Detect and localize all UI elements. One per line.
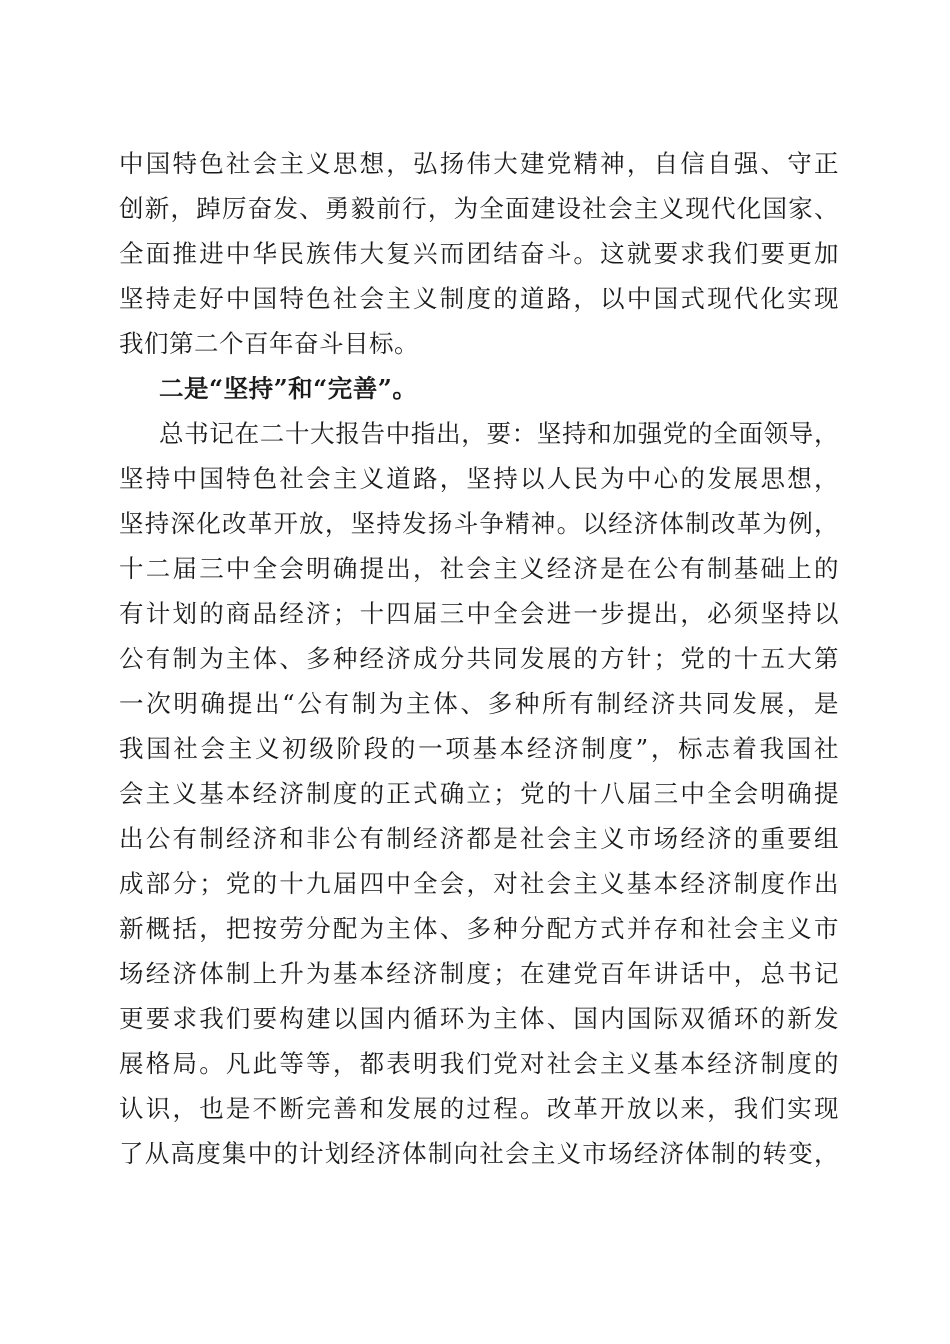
text-line: 坚持中国特色社会主义道路，坚持以人民为中心的发展思想， bbox=[119, 464, 839, 493]
text-line: 展格局。凡此等等，都表明我们党对社会主义基本经济制度的 bbox=[119, 1049, 839, 1078]
text-line: 更要求我们要构建以国内循环为主体、国内国际双循环的新发 bbox=[119, 1004, 839, 1033]
section-heading: 二是“坚持”和“完善”。 bbox=[159, 374, 418, 403]
document-body bbox=[119, 141, 839, 1176]
text-line: 成部分；党的十九届四中全会，对社会主义基本经济制度作出 bbox=[119, 869, 839, 898]
text-line: 十二届三中全会明确提出，社会主义经济是在公有制基础上的 bbox=[119, 554, 839, 583]
text-line: 一次明确提出“公有制为主体、多种所有制经济共同发展，是 bbox=[119, 689, 839, 718]
text-line: 认识，也是不断完善和发展的过程。改革开放以来，我们实现 bbox=[119, 1094, 839, 1123]
text-line: 我国社会主义初级阶段的一项基本经济制度”，标志着我国社 bbox=[119, 734, 839, 763]
text-line: 坚持深化改革开放，坚持发扬斗争精神。以经济体制改革为例， bbox=[119, 509, 839, 538]
text-line: 总书记在二十大报告中指出，要：坚持和加强党的全面领导， bbox=[159, 419, 839, 448]
text-line: 有计划的商品经济；十四届三中全会进一步提出，必须坚持以 bbox=[119, 599, 839, 628]
text-line: 坚持走好中国特色社会主义制度的道路，以中国式现代化实现 bbox=[119, 284, 839, 313]
text-line: 出公有制经济和非公有制经济都是社会主义市场经济的重要组 bbox=[119, 824, 839, 853]
text-line: 了从高度集中的计划经济体制向社会主义市场经济体制的转变， bbox=[119, 1139, 839, 1168]
text-line: 创新，踔厉奋发、勇毅前行，为全面建设社会主义现代化国家、 bbox=[119, 194, 839, 223]
text-line: 全面推进中华民族伟大复兴而团结奋斗。这就要求我们要更加 bbox=[119, 239, 839, 268]
text-line: 场经济体制上升为基本经济制度；在建党百年讲话中，总书记 bbox=[119, 959, 839, 988]
text-line: 中国特色社会主义思想，弘扬伟大建党精神，自信自强、守正 bbox=[119, 149, 839, 178]
text-line: 会主义基本经济制度的正式确立；党的十八届三中全会明确提 bbox=[119, 779, 839, 808]
text-line: 公有制为主体、多种经济成分共同发展的方针；党的十五大第 bbox=[119, 644, 839, 673]
text-line: 我们第二个百年奋斗目标。 bbox=[119, 329, 419, 358]
text-line: 新概括，把按劳分配为主体、多种分配方式并存和社会主义市 bbox=[119, 914, 839, 943]
